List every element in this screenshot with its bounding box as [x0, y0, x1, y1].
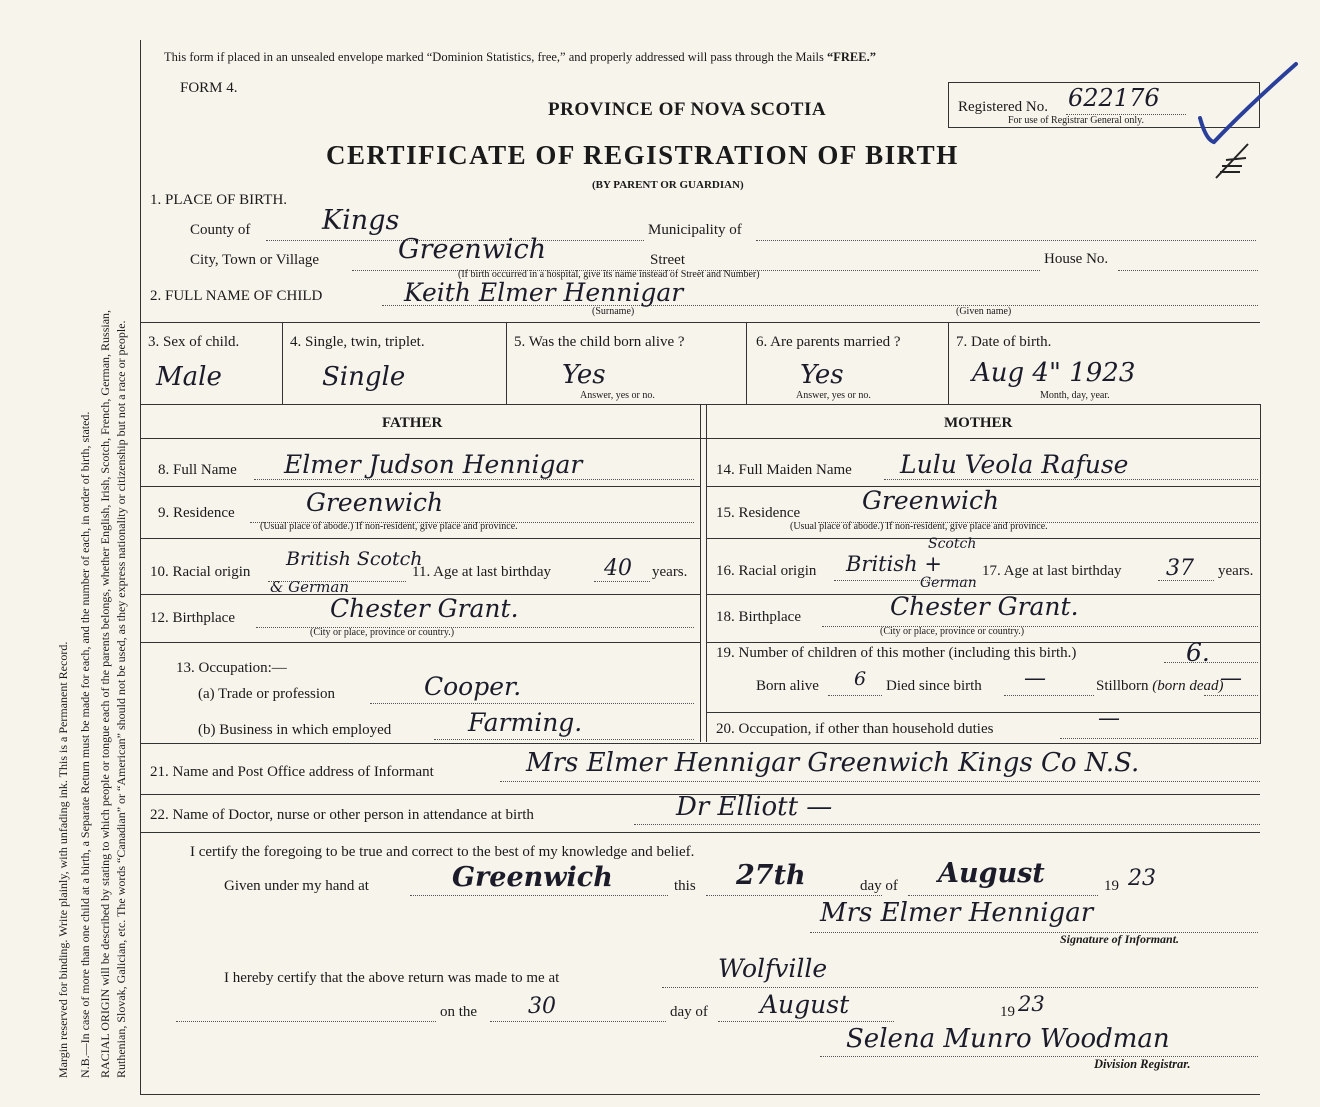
year-prefix: 19 [1104, 878, 1119, 894]
on-the-label: on the [440, 1004, 478, 1020]
stillborn-value: — [1220, 666, 1242, 691]
check-mark-icon [1196, 58, 1300, 148]
father-birthplace-note: (City or place, province or country.) [310, 627, 455, 638]
registrar-note: For use of Registrar General only. [1008, 115, 1144, 126]
married-label: 6. Are parents married ? [756, 334, 901, 350]
father-business-value: Farming. [468, 708, 583, 737]
mother-race-value: British + [846, 552, 942, 576]
mother-name-label: 14. Full Maiden Name [716, 462, 852, 478]
informant-signature: Mrs Elmer Hennigar [820, 898, 1094, 928]
father-age-value: 40 [604, 556, 632, 581]
sidebar-racial-note-2: Ruthenian, Slovak, Galician, etc. The words “Canadian” or “American” should not be used, as they express nationality or citizenship but not a race or people. [114, 320, 128, 1078]
mail-notice-text: This form if placed in an unsealed envelope marked “Dominion Statistics, free,” and properly addressed will pass through the Mails [164, 50, 828, 64]
sidebar-binding-note: Margin reserved for binding. Write plainly, with unfading ink. This is a Permanent Record. [56, 641, 70, 1078]
county-label: County of [190, 222, 251, 238]
father-trade-label: (a) Trade or profession [198, 686, 336, 702]
plurality-value: Single [322, 362, 406, 392]
sidebar-nb-note: N.B.—In case of more than one child at a birth, a Separate Return must be made for each, and the number of each, in order of birth, stated. [78, 411, 92, 1078]
father-residence-label: 9. Residence [158, 505, 235, 521]
province-title: PROVINCE OF NOVA SCOTIA [548, 99, 827, 120]
sidebar-racial-note: RACIAL ORIGIN will be described by stating to which people or tongue each of the parents belongs, whether English, Irish, Scotch, French, German, Russian, [98, 309, 112, 1078]
municipality-label: Municipality of [648, 222, 742, 238]
dob-value: Aug 4" 1923 [972, 358, 1136, 388]
mother-name-value: Lulu Veola Rafuse [900, 450, 1129, 479]
dob-label: 7. Date of birth. [956, 334, 1052, 350]
street-label: Street [650, 252, 685, 268]
married-note: Answer, yes or no. [796, 390, 871, 401]
father-trade-value: Cooper. [424, 672, 522, 701]
binding-margin-line [140, 40, 141, 1095]
mother-age-label: 17. Age at last birthday [982, 563, 1122, 579]
mail-notice [164, 50, 876, 65]
mother-children-label: 19. Number of children of this mother (including this birth.) [716, 645, 1077, 661]
registrar-month-value: August [760, 990, 850, 1019]
father-race-label: 10. Racial origin [150, 564, 251, 580]
father-name-label: 8. Full Name [158, 462, 237, 478]
this-label: this [674, 878, 696, 894]
dob-note: Month, day, year. [1040, 390, 1110, 401]
married-value: Yes [800, 360, 844, 390]
mother-race-label: 16. Racial origin [716, 563, 817, 579]
mother-residence-value: Greenwich [862, 486, 1000, 515]
registrar-statement: I hereby certify that the above return was made to me at [224, 970, 560, 986]
mother-birthplace-label: 18. Birthplace [716, 609, 801, 625]
died-label: Died since birth [886, 678, 982, 694]
page-title: CERTIFICATE OF REGISTRATION OF BIRTH [326, 140, 959, 170]
month-value: August [938, 858, 1045, 889]
stillborn-note: (born dead) [1152, 678, 1224, 694]
doctor-value: Dr Elliott — [676, 792, 833, 822]
doctor-label: 22. Name of Doctor, nurse or other person in attendance at birth [150, 807, 534, 823]
subtitle: (BY PARENT OR GUARDIAN) [592, 179, 744, 191]
hospital-note: (If birth occurred in a hospital, give its name instead of Street and Number) [458, 269, 760, 280]
house-label: House No. [1044, 251, 1109, 267]
alive-note: Answer, yes or no. [580, 390, 655, 401]
form-number: FORM 4. [180, 80, 238, 96]
informant-value: Mrs Elmer Hennigar Greenwich Kings Co N.S. [526, 748, 1140, 778]
county-value: Kings [322, 205, 400, 236]
registrar-mark-icon [1208, 138, 1256, 188]
registered-number: 622176 [1068, 84, 1160, 112]
child-name-label: 2. FULL NAME OF CHILD [150, 288, 323, 304]
died-value: — [1024, 666, 1046, 691]
certify-statement: I certify the foregoing to be true and correct to the best of my knowledge and belief. [190, 844, 695, 860]
mother-race-value-top: Scotch [928, 536, 977, 552]
father-birthplace-label: 12. Birthplace [150, 610, 235, 626]
child-name-value: Keith Elmer Hennigar [404, 278, 684, 307]
sex-label: 3. Sex of child. [148, 334, 240, 350]
registrar-signature: Selena Munro Woodman [846, 1024, 1170, 1054]
father-heading: FATHER [382, 415, 443, 431]
place-of-birth-heading: 1. PLACE OF BIRTH. [150, 192, 288, 208]
father-residence-note: (Usual place of abode.) If non-resident, give place and province. [260, 521, 518, 532]
year-value: 23 [1128, 866, 1156, 891]
mother-residence-note: (Usual place of abode.) If non-resident, give place and province. [790, 521, 1048, 532]
registrar-place-value: Wolfville [718, 954, 828, 983]
signature-label: Signature of Informant. [1060, 932, 1180, 946]
registrar-year-value: 23 [1018, 992, 1045, 1016]
father-age-label: 11. Age at last birthday [412, 564, 551, 580]
father-race-value: British Scotch [286, 548, 423, 570]
father-residence-value: Greenwich [306, 488, 444, 517]
mail-free: “FREE.” [827, 50, 876, 64]
father-business-label: (b) Business in which employed [198, 722, 392, 738]
registrar-day-value: 30 [528, 994, 556, 1019]
mother-children-value: 6. [1186, 638, 1210, 667]
day-value: 27th [736, 860, 806, 891]
given-place-value: Greenwich [452, 862, 613, 893]
informant-label: 21. Name and Post Office address of Informant [150, 764, 434, 780]
sex-value: Male [156, 362, 222, 392]
registrar-year-prefix: 19 [1000, 1004, 1015, 1020]
mother-age-value: 37 [1166, 556, 1194, 581]
father-birthplace-value: Chester Grant. [330, 594, 519, 623]
father-occupation-label: 13. Occupation:— [176, 660, 287, 676]
born-alive-value: 6 [854, 668, 867, 690]
stillborn-label [1096, 678, 1224, 695]
given-label: Given under my hand at [224, 878, 369, 894]
day-of-label-2: day of [670, 1004, 708, 1020]
born-alive-label: Born alive [756, 678, 819, 694]
day-of-label: day of [860, 878, 898, 894]
alive-label: 5. Was the child born alive ? [514, 334, 685, 350]
mother-heading: MOTHER [944, 415, 1013, 431]
mother-race-value-2: German [920, 575, 977, 591]
alive-value: Yes [562, 360, 606, 390]
father-years-label: years. [652, 564, 688, 580]
city-label: City, Town or Village [190, 252, 320, 268]
father-race-value-2: & German [270, 578, 349, 596]
stillborn-label-text: Stillborn [1096, 678, 1149, 694]
surname-note: (Surname) [592, 306, 635, 317]
plurality-label: 4. Single, twin, triplet. [290, 334, 425, 350]
mother-occupation-value: — [1098, 706, 1120, 731]
city-value: Greenwich [398, 234, 547, 265]
father-name-value: Elmer Judson Hennigar [284, 450, 583, 479]
mother-birthplace-note: (City or place, province or country.) [880, 626, 1025, 637]
mother-birthplace-value: Chester Grant. [890, 592, 1079, 621]
mother-residence-label: 15. Residence [716, 505, 801, 521]
registered-label: Registered No. [958, 99, 1048, 115]
mother-occupation-label: 20. Occupation, if other than household duties [716, 721, 994, 737]
given-name-note: (Given name) [956, 306, 1012, 317]
mother-years-label: years. [1218, 563, 1254, 579]
registrar-title: Division Registrar. [1094, 1057, 1191, 1071]
